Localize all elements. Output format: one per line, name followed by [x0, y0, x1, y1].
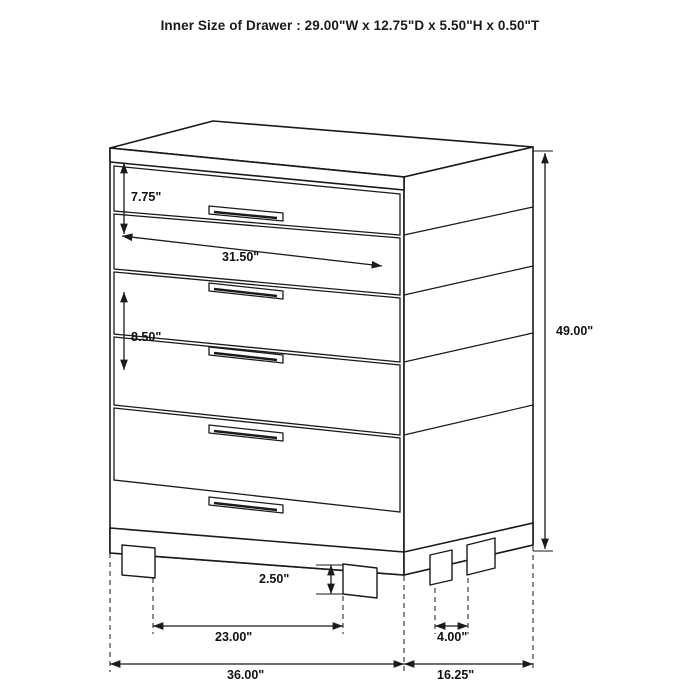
- label-overall-width: 36.00": [227, 668, 265, 682]
- leg-back-right: [467, 538, 495, 575]
- label-drawer-width-diagonal: 31.50": [222, 250, 260, 264]
- leg-back-left: [430, 550, 452, 585]
- label-second-drawer-height: 8.50": [131, 330, 162, 344]
- label-overall-depth: 16.25": [437, 668, 475, 682]
- label-top-drawer-height: 7.75": [131, 190, 162, 204]
- label-leg-offset: 4.00": [437, 630, 468, 644]
- label-inner-width: 23.00": [215, 630, 253, 644]
- page-title: Inner Size of Drawer : 29.00"W x 12.75"D x 5.50"H x 0.50"T: [160, 18, 540, 33]
- label-total-height: 49.00": [556, 324, 594, 338]
- leg-front-left: [122, 545, 155, 578]
- leg-front-right: [343, 564, 377, 598]
- label-leg-height: 2.50": [259, 572, 290, 586]
